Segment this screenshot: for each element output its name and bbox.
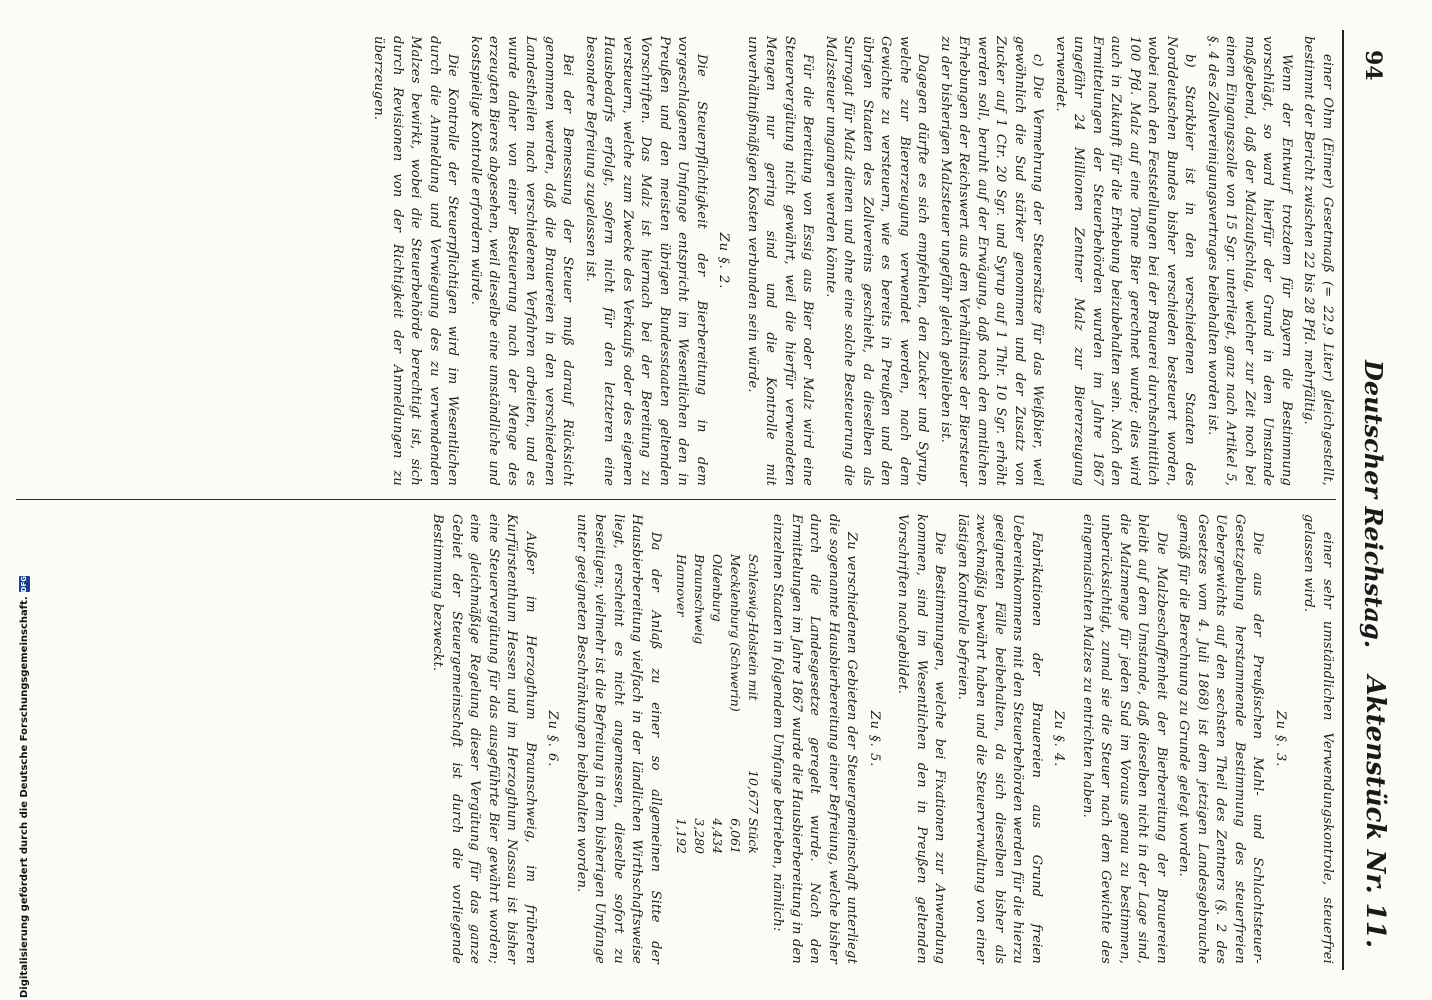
- table-cell-value: 10,677 Stück: [746, 770, 761, 854]
- page-header: [1342, 30, 1404, 970]
- table-row: [672, 554, 690, 854]
- left-column: [6, 30, 1336, 492]
- state-figures-table: [672, 554, 762, 964]
- paragraph: c) Die Vermehrung der Steuersätze für das Weißbier, weil gewöhnlich die Sud stärker genommen und der Zusatz von Zucker auf 1 Ctr. 20 Sgr. und Syrup auf 1 Thlr. 10 Sgr. erhöht werden soll, beruht auf der Erwägung, daß nach den amtlichen Erhebungen der Reichswert aus dem Verhältnisse der Biersteuer zu der bisherigen Malzsteuer ungefähr gleich geblieben ist.: [938, 36, 1046, 486]
- section-heading: Zu §. 5.: [867, 710, 882, 768]
- table-cell-state: Oldenburg: [710, 554, 725, 622]
- table-row: [726, 554, 744, 854]
- digitization-credit-text: Digitalisierung gefördert durch die Deutsche Forschungsgemeinschaft.: [18, 596, 30, 998]
- paragraph: Die aus der Preußischen Mahl- und Schlachtsteuer-Gesetzgebung herstammende Bestimmung des steuerfreien Uebergewichts auf den sechsten Theil des Zentners (§. 2 des Gesetzes vom 4. Juli 1868) ist dem jetzigen Landesgebrauche gemäß für die Berechnung zu Grunde gelegt worden.: [1176, 514, 1266, 964]
- section-heading: Zu §. 2.: [716, 232, 732, 290]
- paragraph: einer Ohm (Eimer) Gesetmaaß (= 22,9 Liter) gleichgestellt, bestimmt der Bericht zwischen 22 bis 28 Pfd. mehrfältig.: [1301, 36, 1335, 486]
- table-cell-state: Mecklenburg (Schwerin): [728, 554, 743, 712]
- paragraph: Außer im Herzogthum Braunschweig, im früheren Kurfürstenthum Hessen und im Herzogthum Nassau ist bisher eine Steuervergütung für das ausgeführte Bier gewährt worden; eine gleichmäßige Regelung dieser Vergütung für das ganze Gebiet der Steuergemeinschaft ist durch die vorliegende Bestimmung bezweckt.: [430, 514, 538, 964]
- paragraph: Wenn der Entwurf trotzdem für Bayern die Bestimmung vorschlägt, so ward hierfür der Grund in dem Umstande maßgebend, daß der Malzaufschlag, welcher zur Zeit noch bei einem Eingangszolle von 15 Sgr. unterliegt, ganz nach Artikel 5, §. 4 des Zollvereinigungsvertrages beibehalten worden ist.: [1205, 36, 1294, 486]
- column-divider: [16, 499, 1336, 500]
- digitization-credit: [2, 575, 30, 998]
- table-cell-state: Braunschweig: [692, 554, 707, 645]
- paragraph: Die Malzbeschaffenheit der Bierbereitung der Brauereien bleibt auf dem Umstande, daß dieselben nicht in der Lage sind, die Malzmenge für jeden Sud im Voraus genau zu bestimmen, unberücksichtigt, zumal sie die Steuer nach dem Gewichte des eingemaischten Malzes zu entrichten haben.: [1080, 514, 1169, 964]
- paragraph: Fabrikationen der Brauereien aus Grund freien Uebereinkommens mit den Steuerbehörden werden für die hierzu geeigneten Fälle beibehalten, da sich dieselben bisher als zweckmäßig bewährt haben und die Steuerverwaltung von einer lästigen Kontrolle befreien.: [955, 514, 1044, 964]
- table-row: [690, 554, 708, 854]
- paragraph: einer sehr umständlichen Verwendungskontrole, steuerfrei gelassen wird.: [1301, 514, 1335, 964]
- running-title: Deutscher Reichstag.: [1359, 360, 1388, 649]
- right-column: [6, 508, 1336, 970]
- digitization-credit-content: [16, 575, 32, 998]
- table-row: [744, 554, 762, 854]
- table-cell-value: 1,192: [674, 818, 689, 854]
- table-cell-state: Schleswig-Holstein mit: [746, 554, 761, 701]
- page-number: 94: [1360, 50, 1386, 81]
- table-cell-value: 4,434: [710, 818, 725, 854]
- paragraph: Zu verschiedenen Gebieten der Steuergemeinschaft unterliegt die sogenannte Hausbierbereitung einer Befreiung, welche bisher durch die Landesgesetze geregelt wurde. Nach den Ermittelungen im Jahre 1867 wurde die Hausbierbereitung in den einzelnen Staaten in folgendem Umfange betrieben, nämlich:: [770, 514, 860, 964]
- section-heading: Zu §. 6.: [545, 710, 561, 768]
- dfg-logo: DFG: [19, 575, 28, 593]
- table-cell-value: 6,061: [728, 818, 743, 854]
- section-heading: Zu §. 4.: [1051, 710, 1067, 768]
- paragraph: Die Bestimmungen, welche bei Fixationen zur Anwendung kommen, sind im Wesentlichen den in Preußen geltenden Vorschriften nachgebildet.: [895, 514, 948, 964]
- table-cell-state: Hannover: [674, 554, 689, 617]
- document-reference: Aktenstück Nr. 11.: [1360, 675, 1390, 948]
- section-heading: Zu §. 3.: [1273, 710, 1288, 768]
- table-cell-value: 3,280: [692, 818, 707, 854]
- table-row: [708, 554, 726, 854]
- paragraph: Bei der Bemessung der Steuer muß darauf Rücksicht genommen werden, daß die Brauereien in den verschiedenen Landestheilen nach verschiedenen Verfahren arbeiten, und es wurde daher von einer Besteuerung nach der Menge des erzeugten Bieres abgesehen, weil dieselbe eine umständliche und kostspielige Kontrolle erfordern würde.: [468, 36, 576, 486]
- paragraph: Für die Bereitung von Essig aus Bier oder Malz wird eine Steuervergütung nicht gewährt, weil die hierfür verwendeten Mengen nur gering sind und die Kontrolle mit unverhältnißmäßigen Kosten verbunden sein würde.: [745, 36, 816, 486]
- paragraph: Da der Anlaß zu einer so allgemeinen Sitte der Hausbierbereitung vielfach in der ländlichen Wirthschaftsweise liegt, erscheint es nicht angemessen, dieselbe sofort zu beseitigen; vielmehr ist die Befreiung in dem bisherigen Umfange unter geeigneten Beschränkungen beibehalten worden.: [574, 514, 663, 964]
- paragraph: Die Kontrolle der Steuerpflichtigen wird im Wesentlichen durch die Anmeldung und Verwiegung des zu verwendenden Malzes bewirkt, wobei die Steuerbehörde berechtigt ist, sich durch Revisionen von der Richtigkeit der Anmeldungen zu überzeugen.: [371, 36, 461, 486]
- paragraph: Die Steuerpflichtigkeit der Bierbereitung in dem vorgeschlagenen Umfange entspricht im Wesentlichen den in Preußen und den meisten übrigen Bundesstaaten geltenden Vorschriften. Das Malz ist hiernach bei der Bereitung zu versteuern, welche zum Zwecke des Verkaufs oder des eigenen Hausbedarfs erfolgt, sofern nicht für den letzteren eine besondere Befreiung zugelassen ist.: [583, 36, 709, 486]
- paragraph: b) Starkbier ist in den verschiedenen Staaten des Norddeutschen Bundes bisher verschieden besteuert worden, wobei nach den Feststellungen bei der Brauerei durchschnittlich 100 Pfd. Malz auf eine Tonne Bier gerechnet wurde; dies wird auch in Zukunft für die Erhebung beizubehalten sein. Nach den Ermittelungen der Steuerbehörden wurden im Jahre 1867 ungefähr 24 Millionen Zentner Malz zur Biererzeugung verwendet.: [1053, 36, 1198, 486]
- paragraph: Dagegen dürfte es sich empfehlen, den Zucker und Syrup, welche zur Biererzeugung verwendet werden, nach dem Gewichte zu versteuern, wie es bereits in Preußen und den übrigen Staaten des Zollvereins geschieht, da dieselben als Surrogat für Malz dienen und ohne eine solche Besteuerung die Malzsteuer umgangen werden könnte.: [823, 36, 931, 486]
